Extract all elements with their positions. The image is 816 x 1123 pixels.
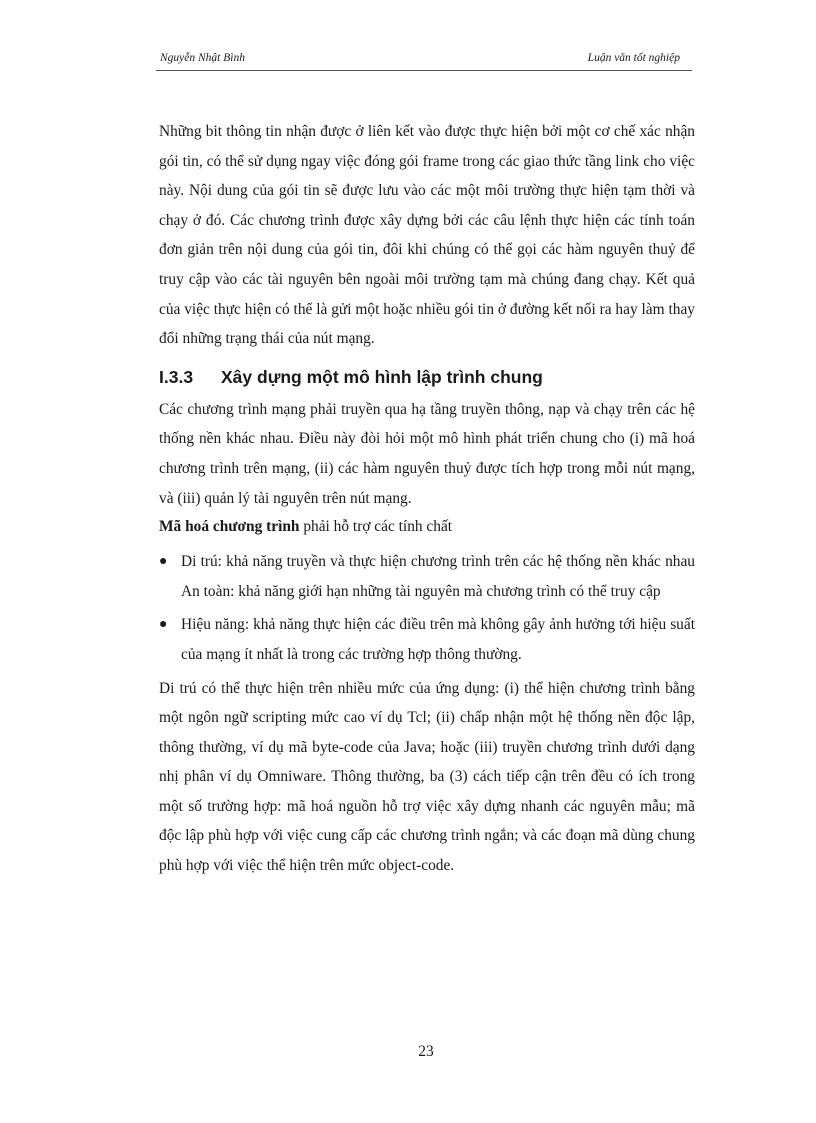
section-title: Xây dựng một mô hình lập trình chung xyxy=(221,366,543,387)
page-header xyxy=(160,52,680,68)
page-number: 23 xyxy=(418,1043,434,1060)
list-item xyxy=(159,610,695,669)
properties-lead xyxy=(159,513,695,541)
properties-lead-bold: Mã hoá chương trình xyxy=(159,518,300,536)
bullet-icon: ● xyxy=(159,554,168,570)
body-paragraph-3: Di trú có thể thực hiện trên nhiều mức của ứng dụng: (i) thể hiện chương trình bằng một ngôn ngữ scripting mức cao ví dụ Tcl; (ii) chấp nhận một hệ thống nền độc lập, thông thường, ví dụ mã byte-code của Java; hoặc (iii) truyền chương trình dưới dạng nhị phân ví dụ Omniware. Thông thường, ba (3) cách tiếp cận trên đều có ích trong một số trường hợp: mã hoá nguồn hỗ trợ việc xây dựng nhanh các nguyên mẫu; mã độc lập phù hợp với việc cung cấp các chương trình ngắn; và các đoạn mã dùng chung phù hợp với việc thể hiện trên mức object-code. xyxy=(159,679,695,875)
section-heading xyxy=(159,364,695,390)
list-item-text: Di trú: khả năng truyền và thực hiện chương trình trên các hệ thống nền khác nhau An toàn: khả năng giới hạn những tài nguyên mà chương trình có thể truy cập xyxy=(181,553,695,600)
list-item-text: Hiệu năng: khả năng thực hiện các điều trên mà không gây ảnh hưởng tới hiệu suất của mạng ít nhất là trong các trường hợp thông thường. xyxy=(181,616,695,663)
properties-list xyxy=(159,547,695,669)
header-divider xyxy=(156,70,692,71)
page-content xyxy=(159,117,695,881)
header-document-type: Luận văn tốt nghiệp xyxy=(587,52,680,64)
body-paragraph-2: Các chương trình mạng phải truyền qua hạ tầng truyền thông, nạp và chạy trên các hệ thống nền khác nhau. Điều này đòi hỏi một mô hình phát triển chung cho (i) mã hoá chương trình trên mạng, (ii) các hàm nguyên thuỷ được tích hợp trong mỗi nút mạng, và (iii) quản lý tài nguyên trên nút mạng. xyxy=(159,400,695,507)
bullet-icon: ● xyxy=(159,617,168,633)
section-number: I.3.3 xyxy=(159,366,194,387)
list-item xyxy=(159,547,695,606)
properties-lead-text: phải hỗ trợ các tính chất xyxy=(299,518,453,536)
header-author: Nguyễn Nhật Bình xyxy=(160,52,245,64)
body-paragraph-1: Những bit thông tin nhận được ở liên kết vào được thực hiện bởi một cơ chế xác nhận gói tin, có thể sử dụng ngay việc đóng gói frame trong các giao thức tầng link cho việc này. Nội dung của gói tin sẽ được lưu vào các một môi trường thực hiện tạm thời và chạy ở đó. Các chương trình được xây dựng bởi các câu lệnh thực hiện các tính toán đơn giản trên nội dung của gói tin, đôi khi chúng có thể gọi các hàm nguyên thuỷ để truy cập vào các tài nguyên bên ngoài môi trường tạm mà chúng đang chạy. Kết quả của việc thực hiện có thể là gửi một hoặc nhiều gói tin ở đường kết nối ra hay làm thay đổi những trạng thái của nút mạng. xyxy=(159,123,695,348)
